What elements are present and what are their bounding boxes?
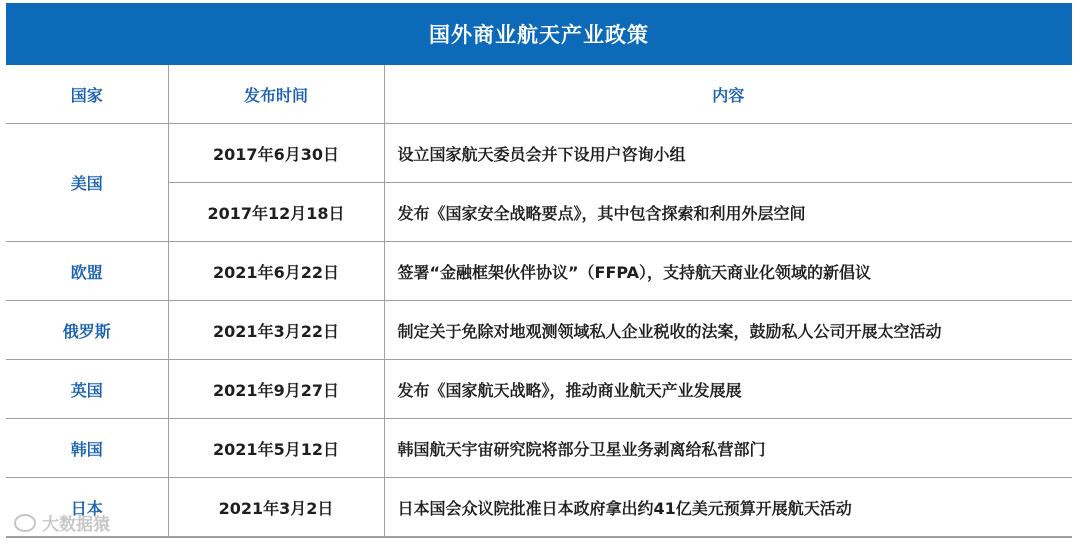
table-title: 国外商业航天产业政策	[6, 3, 1072, 65]
header-content: 内容	[384, 65, 1072, 124]
content-cell: 韩国航天宇宙研究院将部分卫星业务剥离给私营部门	[384, 419, 1072, 478]
header-country: 国家	[6, 65, 168, 124]
content-cell: 设立国家航天委员会并下设用户咨询小组	[384, 124, 1072, 183]
date-cell: 2021年3月22日	[168, 301, 384, 360]
date-cell: 2021年9月27日	[168, 360, 384, 419]
country-cell: 韩国	[6, 419, 168, 478]
date-cell: 2021年6月22日	[168, 242, 384, 301]
content-cell: 发布《国家航天战略》，推动商业航天产业发展展	[384, 360, 1072, 419]
date-cell: 2017年12月18日	[168, 183, 384, 242]
watermark-logo-icon	[14, 514, 36, 532]
table-row	[6, 478, 1072, 537]
table-row	[6, 419, 1072, 478]
country-cell: 俄罗斯	[6, 301, 168, 360]
table-row	[6, 124, 1072, 183]
table-row	[6, 242, 1072, 301]
content-cell: 日本国会众议院批准日本政府拿出约41亿美元预算开展航天活动	[384, 478, 1072, 537]
table-row	[6, 360, 1072, 419]
policy-table	[6, 65, 1072, 537]
date-cell: 2021年3月2日	[168, 478, 384, 537]
date-cell: 2021年5月12日	[168, 419, 384, 478]
table-row	[6, 301, 1072, 360]
watermark-text: 大数据猿	[42, 515, 110, 535]
country-cell: 日本	[6, 478, 168, 537]
country-cell: 欧盟	[6, 242, 168, 301]
content-cell: 制定关于免除对地观测领域私人企业税收的法案，鼓励私人公司开展太空活动	[384, 301, 1072, 360]
header-date: 发布时间	[168, 65, 384, 124]
content-cell: 签署“金融框架伙伴协议”（FFPA），支持航天商业化领域的新倡议	[384, 242, 1072, 301]
watermark	[14, 510, 110, 535]
date-cell: 2017年6月30日	[168, 124, 384, 183]
header-row	[6, 65, 1072, 124]
content-cell: 发布《国家安全战略要点》，其中包含探索和利用外层空间	[384, 183, 1072, 242]
country-cell: 英国	[6, 360, 168, 419]
country-cell: 美国	[6, 124, 168, 242]
